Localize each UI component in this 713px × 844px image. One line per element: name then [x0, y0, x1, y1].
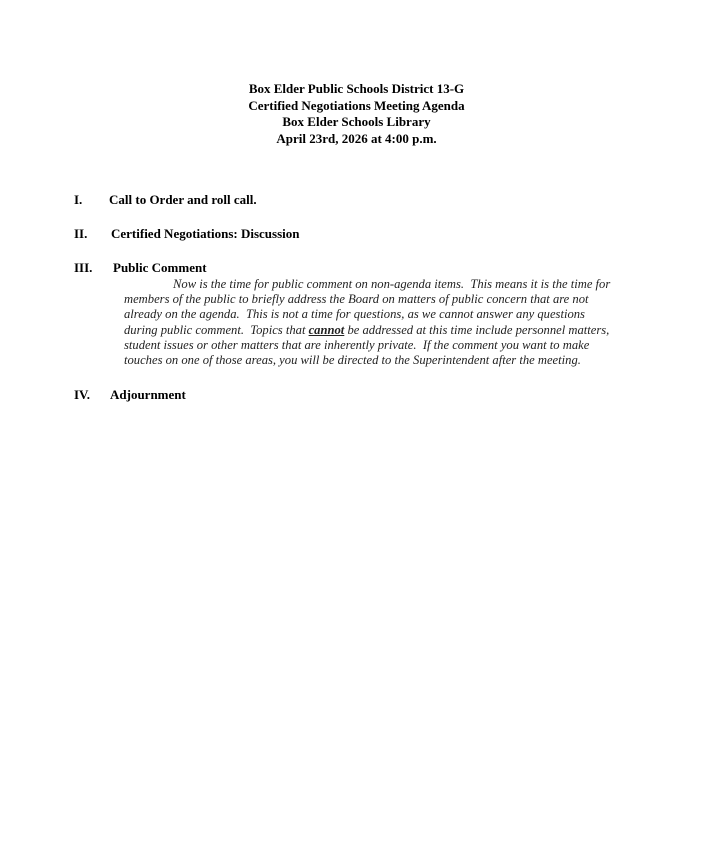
- public-comment-paragraph: [124, 277, 644, 368]
- meeting-datetime: April 23rd, 2026 at 4:00 p.m.: [276, 130, 437, 146]
- district-name: Box Elder Public Schools District 13-G: [248, 81, 465, 96]
- agenda-item-title: Call to Order and roll call.: [109, 192, 257, 207]
- meeting-title: Certified Negotiations Meeting Agenda: [248, 97, 465, 113]
- public-comment-line: during public comment. Topics that cannot be addressed at this time include personnel matters,: [124, 322, 610, 337]
- agenda-header: [0, 81, 713, 147]
- agenda-item-numeral: II.: [74, 226, 88, 241]
- agenda-item-title: Public Comment: [113, 260, 207, 275]
- agenda-item-numeral: I.: [74, 192, 83, 207]
- meeting-location: Box Elder Schools Library: [282, 114, 431, 129]
- agenda-item-numeral: III.: [74, 260, 93, 275]
- agenda-item-numeral: IV.: [74, 387, 91, 402]
- agenda-item-title: Certified Negotiations: Discussion: [111, 226, 300, 241]
- cannot-emphasis: cannot: [308, 322, 345, 337]
- public-comment-line: Now is the time for public comment on non-agenda items. This means it is the time for: [173, 277, 611, 291]
- public-comment-line: student issues or other matters that are inherently private. If the comment you want to make: [124, 337, 590, 352]
- public-comment-line: touches on one of those areas, you will be directed to the Superintendent after the meeting.: [124, 353, 581, 368]
- public-comment-line: members of the public to briefly address the Board on matters of public concern that are not: [124, 292, 589, 307]
- agenda-item-title: Adjournment: [110, 387, 186, 402]
- public-comment-line: already on the agenda. This is not a time for questions, as we cannot answer any questions: [124, 307, 585, 322]
